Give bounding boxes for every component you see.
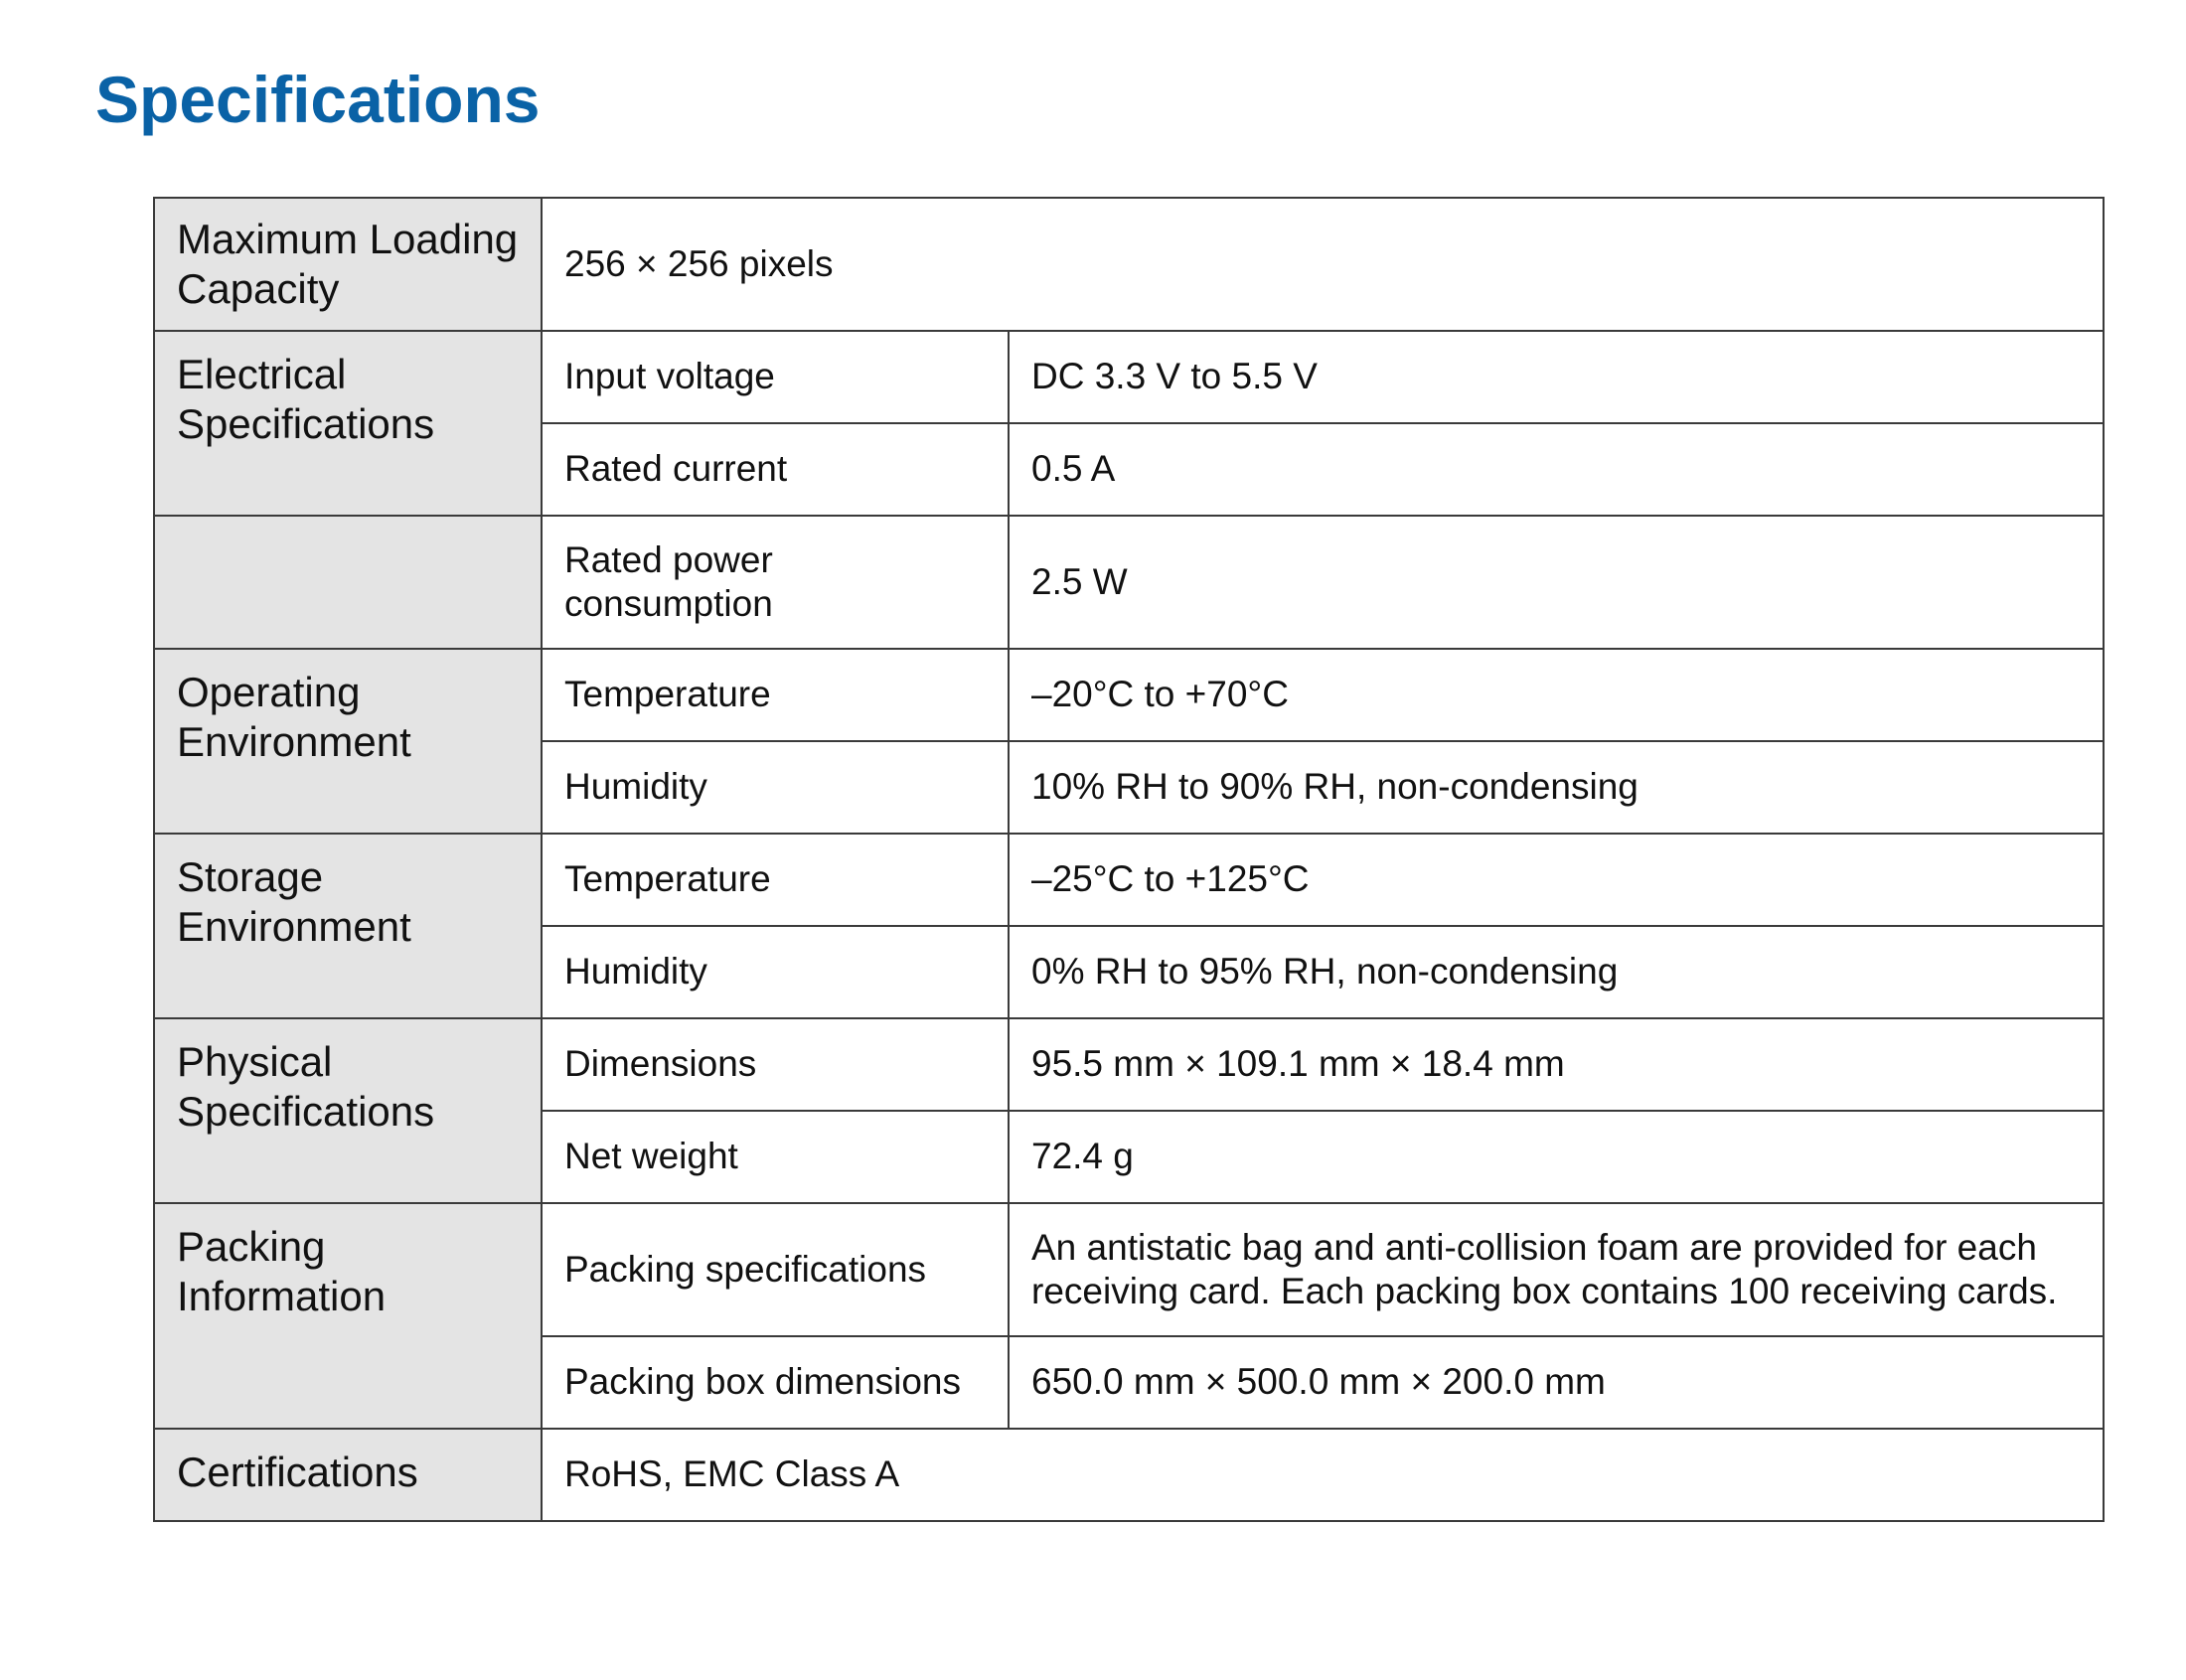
- table-row: [154, 331, 2104, 423]
- label-cell: Input voltage: [542, 331, 1009, 423]
- table-row: [154, 1203, 2104, 1336]
- value-cell: 72.4 g: [1009, 1111, 2104, 1203]
- label-cell: Packing specifications: [542, 1203, 1009, 1336]
- label-cell: Net weight: [542, 1111, 1009, 1203]
- category-cell: Maximum Loading Capacity: [154, 198, 542, 331]
- table-row: [154, 649, 2104, 741]
- category-cell: Physical Specifications: [154, 1018, 542, 1203]
- label-cell: Packing box dimensions: [542, 1336, 1009, 1429]
- value-cell: 0.5 A: [1009, 423, 2104, 516]
- value-cell: 256 × 256 pixels: [542, 198, 2104, 331]
- value-cell: 0% RH to 95% RH, non-condensing: [1009, 926, 2104, 1018]
- value-cell: 95.5 mm × 109.1 mm × 18.4 mm: [1009, 1018, 2104, 1111]
- value-cell: 10% RH to 90% RH, non-condensing: [1009, 741, 2104, 834]
- table-row: [154, 834, 2104, 926]
- value-cell: An antistatic bag and anti-collision foam are provided for each receiving card. Each packing box contains 100 receiving cards.: [1009, 1203, 2104, 1336]
- label-cell: Humidity: [542, 741, 1009, 834]
- specifications-table: [153, 197, 2105, 1522]
- label-cell: Temperature: [542, 649, 1009, 741]
- label-cell: Rated current: [542, 423, 1009, 516]
- category-cell-empty: [154, 516, 542, 649]
- value-cell: 2.5 W: [1009, 516, 2104, 649]
- page-title: Specifications: [95, 63, 541, 136]
- value-cell: –20°C to +70°C: [1009, 649, 2104, 741]
- category-cell: Certifications: [154, 1429, 542, 1521]
- table-row: [154, 516, 2104, 649]
- label-cell: Dimensions: [542, 1018, 1009, 1111]
- label-cell: Rated power consumption: [542, 516, 1009, 649]
- table-row: [154, 1018, 2104, 1111]
- label-cell: Temperature: [542, 834, 1009, 926]
- value-cell: DC 3.3 V to 5.5 V: [1009, 331, 2104, 423]
- label-cell: Humidity: [542, 926, 1009, 1018]
- value-cell: –25°C to +125°C: [1009, 834, 2104, 926]
- value-cell: 650.0 mm × 500.0 mm × 200.0 mm: [1009, 1336, 2104, 1429]
- value-cell: RoHS, EMC Class A: [542, 1429, 2104, 1521]
- category-cell: Electrical Specifications: [154, 331, 542, 516]
- category-cell: Packing Information: [154, 1203, 542, 1429]
- category-cell: Storage Environment: [154, 834, 542, 1018]
- category-cell: Operating Environment: [154, 649, 542, 834]
- table-row: [154, 1429, 2104, 1521]
- table-row: [154, 198, 2104, 331]
